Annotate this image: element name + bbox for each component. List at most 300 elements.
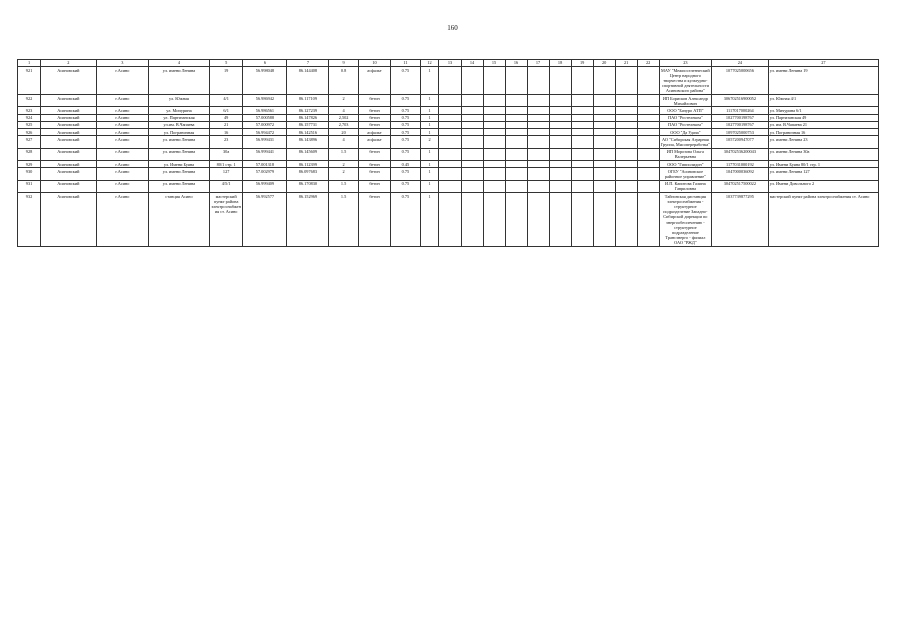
table-cell: бетон: [358, 180, 391, 192]
table-cell: 0.75: [391, 136, 420, 148]
table-cell: г.Асино: [96, 148, 148, 160]
table-cell: 304702517500022: [712, 180, 769, 192]
column-number: 2: [41, 60, 97, 67]
table-cell: [461, 193, 483, 247]
table-cell: [483, 161, 505, 168]
column-number: 10: [358, 60, 391, 67]
table-cell: бетон: [358, 114, 391, 121]
table-cell: [461, 168, 483, 180]
table-cell: [571, 121, 593, 128]
table-cell: [571, 114, 593, 121]
table-cell: 1: [420, 129, 439, 136]
table-cell: ул. Южная 4/1: [768, 95, 878, 107]
table-cell: ул. имени Ленина 23: [768, 136, 878, 148]
table-cell: [615, 121, 637, 128]
table-cell: [461, 67, 483, 95]
table-cell: [461, 121, 483, 128]
table-cell: [505, 107, 527, 114]
table-cell: [439, 67, 461, 95]
table-cell: [615, 107, 637, 114]
column-number: 24: [712, 60, 769, 67]
table-cell: 921: [18, 67, 41, 95]
table-cell: [637, 148, 659, 160]
table-cell: 2: [329, 95, 358, 107]
table-row: [18, 107, 879, 114]
table-cell: 1037739877295: [712, 193, 769, 247]
table-cell: 86.157731: [287, 121, 329, 128]
table-cell: ул. Мичурина: [149, 107, 210, 114]
table-cell: Асиновский: [41, 180, 97, 192]
table-cell: г.Асино: [96, 95, 148, 107]
table-cell: [505, 67, 527, 95]
table-cell: г.Асино: [96, 180, 148, 192]
table-cell: г.Асино: [96, 67, 148, 95]
table-cell: 1: [420, 161, 439, 168]
table-row: [18, 161, 879, 168]
table-cell: [505, 193, 527, 247]
table-cell: 925: [18, 121, 41, 128]
table-cell: 1: [420, 107, 439, 114]
table-cell: [637, 67, 659, 95]
table-cell: Асиновский: [41, 136, 97, 148]
table-cell: ул. имени Ленина: [149, 168, 210, 180]
table-cell: 1097025000753: [712, 129, 769, 136]
table-cell: [615, 168, 637, 180]
table-cell: [527, 95, 549, 107]
table-cell: [593, 168, 615, 180]
table-cell: [483, 129, 505, 136]
table-cell: [527, 136, 549, 148]
column-number: 23: [659, 60, 711, 67]
table-cell: 1077025000656: [712, 67, 769, 95]
table-cell: 1: [420, 95, 439, 107]
table-cell: ул. имени Ленина 127: [768, 168, 878, 180]
table-cell: 56.999441: [243, 148, 287, 160]
table-cell: ул. Партизанская 49: [768, 114, 878, 121]
table-cell: [483, 193, 505, 247]
table-cell: Асиновский: [41, 168, 97, 180]
table-cell: 926: [18, 129, 41, 136]
table-cell: [461, 148, 483, 160]
table-cell: 86.170830: [287, 180, 329, 192]
table-cell: [483, 121, 505, 128]
table-cell: 2,502: [329, 114, 358, 121]
table-cell: 924: [18, 114, 41, 121]
table-cell: Асиновский: [41, 148, 97, 160]
table-cell: [527, 114, 549, 121]
column-number: 27: [768, 60, 878, 67]
table-cell: [439, 129, 461, 136]
table-cell: 19: [209, 67, 243, 95]
table-cell: [593, 129, 615, 136]
table-cell: ул. Мичурина 6/1: [768, 107, 878, 114]
table-cell: [593, 136, 615, 148]
table-cell: [549, 180, 571, 192]
table-cell: [637, 129, 659, 136]
table-cell: [637, 168, 659, 180]
table-cell: бетон: [358, 121, 391, 128]
table-cell: [505, 148, 527, 160]
table-cell: 1: [420, 121, 439, 128]
column-number: 19: [571, 60, 593, 67]
table-cell: [461, 107, 483, 114]
table-cell: [439, 161, 461, 168]
table-cell: ул. Имени Буяна 80/1 стр. 1: [768, 161, 878, 168]
table-cell: [615, 180, 637, 192]
table-cell: [439, 148, 461, 160]
table-cell: ПАО "Ростелеком": [659, 114, 711, 121]
table-cell: 0.75: [391, 67, 420, 95]
table-cell: 1: [420, 114, 439, 121]
table-cell: 1: [420, 180, 439, 192]
register-table: [17, 59, 879, 247]
column-number-row: [18, 60, 879, 67]
table-row: [18, 168, 879, 180]
page-number: 160: [447, 24, 458, 32]
table-cell: [637, 95, 659, 107]
table-cell: 57.001318: [243, 161, 287, 168]
table-cell: 86.142516: [287, 129, 329, 136]
column-number: 13: [439, 60, 461, 67]
table-cell: [593, 107, 615, 114]
column-number: 9: [329, 60, 358, 67]
table-cell: Тайгинская дистанция электроснабжения - структурное подразделение Западно-Сибирской дирекции по энергообеспечению - структурное подразделение Трансэнерго - филиал ОАО "РЖД": [659, 193, 711, 247]
table-cell: 1027700198767: [712, 114, 769, 121]
table-cell: 20: [329, 129, 358, 136]
table-cell: 1047000036092: [712, 168, 769, 180]
table-cell: ул.им. В.Чапаева: [149, 121, 210, 128]
column-number: 21: [615, 60, 637, 67]
table-cell: ООО "Да Удача": [659, 129, 711, 136]
table-cell: [549, 114, 571, 121]
column-number: 22: [637, 60, 659, 67]
table-cell: станция Асино: [149, 193, 210, 247]
table-cell: 56.994472: [243, 129, 287, 136]
table-cell: 49: [209, 114, 243, 121]
column-number: 6: [243, 60, 287, 67]
table-cell: бетон: [358, 107, 391, 114]
table-cell: [505, 136, 527, 148]
table-row: [18, 180, 879, 192]
table-cell: 922: [18, 95, 41, 107]
table-cell: [439, 193, 461, 247]
table-cell: 0.75: [391, 129, 420, 136]
table-cell: [483, 168, 505, 180]
table-cell: 56.999409: [243, 180, 287, 192]
table-cell: [571, 67, 593, 95]
table-cell: 2: [329, 168, 358, 180]
table-cell: 86.127239: [287, 107, 329, 114]
table-cell: 928: [18, 148, 41, 160]
table-cell: [593, 114, 615, 121]
table-cell: 56.992577: [243, 193, 287, 247]
table-cell: Асиновский: [41, 107, 97, 114]
table-cell: [571, 148, 593, 160]
table-row: [18, 193, 879, 247]
table-cell: ул. имени Ленина 30а: [768, 148, 878, 160]
column-number: 17: [527, 60, 549, 67]
column-number: 1: [18, 60, 41, 67]
table-cell: [549, 121, 571, 128]
table-cell: [571, 129, 593, 136]
table-cell: [549, 168, 571, 180]
table-cell: 0.75: [391, 193, 420, 247]
column-number: 7: [287, 60, 329, 67]
table-cell: 56.998048: [243, 67, 287, 95]
table-cell: [637, 107, 659, 114]
table-cell: [637, 180, 659, 192]
column-number: 14: [461, 60, 483, 67]
column-number: 11: [391, 60, 420, 67]
column-number: 18: [549, 60, 571, 67]
table-cell: 931: [18, 180, 41, 192]
table-cell: [549, 129, 571, 136]
table-cell: Асиновский: [41, 114, 97, 121]
table-cell: 1: [420, 193, 439, 247]
table-cell: 923: [18, 107, 41, 114]
table-cell: [505, 129, 527, 136]
table-cell: 0.75: [391, 107, 420, 114]
table-cell: [527, 148, 549, 160]
table-cell: [461, 180, 483, 192]
table-cell: ул. имени Ленина: [149, 148, 210, 160]
table-cell: 0.75: [391, 114, 420, 121]
table-cell: асфальт: [358, 136, 391, 148]
table-row: [18, 136, 879, 148]
table-cell: 1: [420, 67, 439, 95]
table-cell: [505, 95, 527, 107]
table-cell: [571, 161, 593, 168]
table-cell: 1: [420, 148, 439, 160]
table-cell: 56.999431: [243, 136, 287, 148]
table-cell: 1027700198767: [712, 121, 769, 128]
table-cell: [615, 67, 637, 95]
table-cell: [527, 107, 549, 114]
table-cell: [593, 67, 615, 95]
table-cell: 16: [209, 129, 243, 136]
table-cell: 1.5: [329, 148, 358, 160]
table-cell: 21: [209, 121, 243, 128]
table-cell: 56.986561: [243, 107, 287, 114]
table-cell: 2,703: [329, 121, 358, 128]
table-cell: 932: [18, 193, 41, 247]
table-cell: 4: [329, 107, 358, 114]
table-cell: г.Асино: [96, 193, 148, 247]
table-cell: 929: [18, 161, 41, 168]
table-cell: ул. Имени Довольного 2: [768, 180, 878, 192]
table-cell: [593, 193, 615, 247]
table-cell: г.Асино: [96, 114, 148, 121]
column-number: 5: [209, 60, 243, 67]
table-cell: [527, 67, 549, 95]
table-cell: [505, 168, 527, 180]
table-cell: ООО "Гипполидон": [659, 161, 711, 168]
table-cell: 4/1: [209, 95, 243, 107]
table-cell: 0.8: [329, 67, 358, 95]
table-cell: [549, 161, 571, 168]
table-cell: бетон: [358, 95, 391, 107]
table-cell: [461, 129, 483, 136]
table-cell: г.Асино: [96, 121, 148, 128]
table-cell: 86.144408: [287, 67, 329, 95]
table-cell: [439, 168, 461, 180]
table-cell: [483, 95, 505, 107]
table-cell: мастерский пункт района электроснабжения ст. Асино: [209, 193, 243, 247]
table-cell: асфальт: [358, 67, 391, 95]
table-cell: И.П. Капитова Галина Гавриловна: [659, 180, 711, 192]
table-cell: 0.75: [391, 168, 420, 180]
table-cell: 127: [209, 168, 243, 180]
table-cell: [593, 148, 615, 160]
table-cell: [593, 161, 615, 168]
column-number: 3: [96, 60, 148, 67]
table-cell: 2: [329, 161, 358, 168]
table-cell: [571, 180, 593, 192]
table-cell: 1.5: [329, 180, 358, 192]
table-cell: [527, 193, 549, 247]
table-cell: г.Асино: [96, 129, 148, 136]
table-cell: 1177031000192: [712, 161, 769, 168]
table-cell: [615, 148, 637, 160]
table-cell: 30а: [209, 148, 243, 160]
table-cell: [549, 148, 571, 160]
table-row: [18, 148, 879, 160]
table-cell: 4/5/1: [209, 180, 243, 192]
table-cell: ООО "Бачуро АТП": [659, 107, 711, 114]
table-cell: 56.986942: [243, 95, 287, 107]
table-cell: [549, 67, 571, 95]
table-row: [18, 95, 879, 107]
table-cell: [483, 148, 505, 160]
table-cell: [637, 114, 659, 121]
table-cell: [527, 121, 549, 128]
table-cell: 80/1 стр. 1: [209, 161, 243, 168]
table-cell: [461, 114, 483, 121]
table-cell: [527, 129, 549, 136]
table-cell: [483, 114, 505, 121]
table-cell: г.Асино: [96, 168, 148, 180]
table-cell: бетон: [358, 193, 391, 247]
column-number: 12: [420, 60, 439, 67]
table-cell: [461, 95, 483, 107]
table-cell: [571, 193, 593, 247]
table-cell: [615, 95, 637, 107]
table-cell: [637, 121, 659, 128]
table-cell: [571, 136, 593, 148]
table-cell: [527, 161, 549, 168]
column-number: 20: [593, 60, 615, 67]
table-cell: 57.000972: [243, 121, 287, 128]
table-cell: 1: [420, 168, 439, 180]
table-cell: [505, 161, 527, 168]
table-cell: [571, 95, 593, 107]
table-cell: 86.117109: [287, 95, 329, 107]
table-cell: Асиновский: [41, 161, 97, 168]
table-cell: 304702536200043: [712, 148, 769, 160]
table-cell: 927: [18, 136, 41, 148]
table-cell: [637, 136, 659, 148]
table-cell: Асиновский: [41, 95, 97, 107]
table-cell: [483, 180, 505, 192]
table-cell: ОГБУ "Асиновское районное управление": [659, 168, 711, 180]
table-cell: [571, 107, 593, 114]
table-cell: [483, 67, 505, 95]
table-cell: [593, 180, 615, 192]
table-cell: 0.45: [391, 161, 420, 168]
table-cell: [593, 95, 615, 107]
table-cell: г.Асино: [96, 107, 148, 114]
table-cell: [483, 107, 505, 114]
table-cell: 6/1: [209, 107, 243, 114]
table-cell: ПАО "Ростелеком": [659, 121, 711, 128]
table-cell: ул. имени Ленина: [149, 67, 210, 95]
table-cell: [549, 95, 571, 107]
table-cell: 0.75: [391, 121, 420, 128]
table-row: [18, 114, 879, 121]
table-cell: [439, 180, 461, 192]
table-cell: 0.75: [391, 180, 420, 192]
table-cell: 86.145609: [287, 148, 329, 160]
table-cell: [615, 114, 637, 121]
table-cell: [439, 107, 461, 114]
table-cell: ул. им. В.Чапаева 21: [768, 121, 878, 128]
table-cell: Асиновский: [41, 67, 97, 95]
column-number: 15: [483, 60, 505, 67]
table-cell: г.Асино: [96, 161, 148, 168]
table-cell: 1057200947077: [712, 136, 769, 148]
column-number: 16: [505, 60, 527, 67]
table-cell: [615, 161, 637, 168]
table-cell: [483, 136, 505, 148]
table-cell: [571, 168, 593, 180]
table-cell: Асиновский: [41, 129, 97, 136]
table-cell: 57.002979: [243, 168, 287, 180]
table-cell: мастерский пункт района электроснабжения ст. Асино: [768, 193, 878, 247]
table-cell: [549, 136, 571, 148]
table-row: [18, 129, 879, 136]
table-cell: 306702516900052: [712, 95, 769, 107]
table-cell: [615, 193, 637, 247]
table-cell: 23: [209, 136, 243, 148]
table-cell: ул. Пограничная 16: [768, 129, 878, 136]
table-cell: [505, 180, 527, 192]
table-cell: 2: [420, 136, 439, 148]
table-cell: [615, 136, 637, 148]
table-cell: ул. Южная: [149, 95, 210, 107]
table-cell: 930: [18, 168, 41, 180]
table-cell: бетон: [358, 168, 391, 180]
table-cell: 4: [329, 136, 358, 148]
table-cell: ул. имени Ленина 19: [768, 67, 878, 95]
table-cell: 0.75: [391, 148, 420, 160]
table-cell: ул. имени Ленина: [149, 180, 210, 192]
table-cell: [461, 161, 483, 168]
table-cell: [549, 107, 571, 114]
table-cell: 86.112399: [287, 161, 329, 168]
table-cell: Асиновский: [41, 121, 97, 128]
table-cell: [505, 114, 527, 121]
table-cell: ул. Партизанская: [149, 114, 210, 121]
table-cell: ИП Морозова Ольга Валерьевна: [659, 148, 711, 160]
table-cell: [439, 114, 461, 121]
table-row: [18, 121, 879, 128]
table-cell: [637, 161, 659, 168]
column-number: 4: [149, 60, 210, 67]
table-cell: ул. имени Ленина: [149, 136, 210, 148]
table-cell: [505, 121, 527, 128]
table-cell: ИП Борисков Александр Михайлович: [659, 95, 711, 107]
table-cell: 86.097683: [287, 168, 329, 180]
